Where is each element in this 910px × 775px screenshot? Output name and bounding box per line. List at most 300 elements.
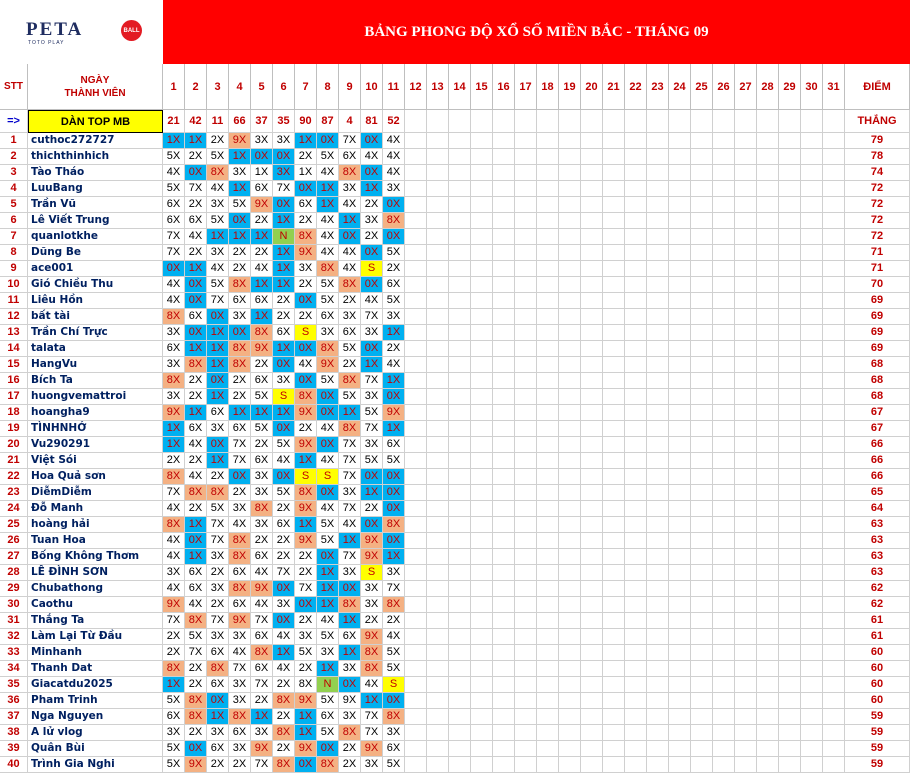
result-cell[interactable]: 2X xyxy=(163,629,185,645)
result-cell[interactable]: 4X xyxy=(361,677,383,693)
result-cell[interactable]: 2X xyxy=(185,197,207,213)
result-cell[interactable]: 2X xyxy=(185,149,207,165)
result-cell[interactable] xyxy=(801,741,823,757)
result-cell[interactable] xyxy=(581,485,603,501)
result-cell[interactable] xyxy=(471,693,493,709)
result-cell[interactable] xyxy=(779,629,801,645)
result-cell[interactable]: 4X xyxy=(163,277,185,293)
result-cell[interactable]: 2X xyxy=(295,309,317,325)
result-cell[interactable] xyxy=(603,197,625,213)
result-cell[interactable] xyxy=(779,645,801,661)
result-cell[interactable]: 1X xyxy=(273,245,295,261)
result-cell[interactable] xyxy=(735,437,757,453)
result-cell[interactable]: 1X xyxy=(295,517,317,533)
result-cell[interactable] xyxy=(735,373,757,389)
result-cell[interactable] xyxy=(691,213,713,229)
result-cell[interactable] xyxy=(559,725,581,741)
result-cell[interactable] xyxy=(779,421,801,437)
result-cell[interactable] xyxy=(647,469,669,485)
result-cell[interactable] xyxy=(559,133,581,149)
result-cell[interactable] xyxy=(537,245,559,261)
result-cell[interactable] xyxy=(713,693,735,709)
result-cell[interactable]: 5X xyxy=(339,389,361,405)
result-cell[interactable] xyxy=(713,645,735,661)
result-cell[interactable]: 8X xyxy=(185,693,207,709)
result-cell[interactable] xyxy=(647,485,669,501)
result-cell[interactable]: 6X xyxy=(229,597,251,613)
result-cell[interactable] xyxy=(449,613,471,629)
result-cell[interactable] xyxy=(713,309,735,325)
result-cell[interactable] xyxy=(427,533,449,549)
result-cell[interactable]: 6X xyxy=(383,437,405,453)
result-cell[interactable] xyxy=(669,549,691,565)
result-cell[interactable] xyxy=(669,405,691,421)
result-cell[interactable]: 3X xyxy=(295,261,317,277)
result-cell[interactable] xyxy=(757,581,779,597)
result-cell[interactable] xyxy=(427,181,449,197)
result-cell[interactable]: 2X xyxy=(295,661,317,677)
result-cell[interactable] xyxy=(515,373,537,389)
result-cell[interactable] xyxy=(405,421,427,437)
result-cell[interactable] xyxy=(449,309,471,325)
result-cell[interactable] xyxy=(471,757,493,773)
result-cell[interactable] xyxy=(559,437,581,453)
result-cell[interactable]: 4X xyxy=(383,165,405,181)
result-cell[interactable]: 2X xyxy=(295,277,317,293)
result-cell[interactable] xyxy=(405,757,427,773)
result-cell[interactable] xyxy=(735,517,757,533)
result-cell[interactable]: 2X xyxy=(273,677,295,693)
result-cell[interactable] xyxy=(405,405,427,421)
result-cell[interactable] xyxy=(559,341,581,357)
result-cell[interactable] xyxy=(757,421,779,437)
result-cell[interactable] xyxy=(559,629,581,645)
result-cell[interactable]: 4X xyxy=(361,149,383,165)
result-cell[interactable] xyxy=(647,389,669,405)
result-cell[interactable] xyxy=(779,293,801,309)
result-cell[interactable] xyxy=(779,149,801,165)
result-cell[interactable]: 7X xyxy=(229,661,251,677)
result-cell[interactable]: 6X xyxy=(207,645,229,661)
result-cell[interactable] xyxy=(823,421,845,437)
result-cell[interactable] xyxy=(823,517,845,533)
result-cell[interactable] xyxy=(669,245,691,261)
result-cell[interactable] xyxy=(581,309,603,325)
result-cell[interactable] xyxy=(735,165,757,181)
result-cell[interactable] xyxy=(471,469,493,485)
result-cell[interactable] xyxy=(691,325,713,341)
result-cell[interactable] xyxy=(625,389,647,405)
result-cell[interactable]: 7X xyxy=(339,133,361,149)
result-cell[interactable] xyxy=(427,725,449,741)
result-cell[interactable] xyxy=(691,677,713,693)
result-cell[interactable]: 1X xyxy=(295,133,317,149)
result-cell[interactable] xyxy=(471,149,493,165)
result-cell[interactable] xyxy=(471,181,493,197)
result-cell[interactable] xyxy=(581,741,603,757)
result-cell[interactable]: 3X xyxy=(207,421,229,437)
result-cell[interactable]: 6X xyxy=(229,725,251,741)
result-cell[interactable] xyxy=(823,485,845,501)
result-cell[interactable]: 2X xyxy=(295,549,317,565)
result-cell[interactable] xyxy=(647,405,669,421)
result-cell[interactable] xyxy=(471,709,493,725)
result-cell[interactable] xyxy=(537,453,559,469)
result-cell[interactable] xyxy=(405,613,427,629)
result-cell[interactable]: 7X xyxy=(361,725,383,741)
result-cell[interactable]: 1X xyxy=(295,725,317,741)
result-cell[interactable]: 8X xyxy=(229,709,251,725)
result-cell[interactable] xyxy=(603,389,625,405)
result-cell[interactable] xyxy=(779,309,801,325)
result-cell[interactable]: 9X xyxy=(295,533,317,549)
result-cell[interactable] xyxy=(669,661,691,677)
result-cell[interactable] xyxy=(405,357,427,373)
result-cell[interactable] xyxy=(515,149,537,165)
result-cell[interactable] xyxy=(515,629,537,645)
result-cell[interactable] xyxy=(713,405,735,421)
result-cell[interactable] xyxy=(537,533,559,549)
result-cell[interactable] xyxy=(581,357,603,373)
result-cell[interactable] xyxy=(691,437,713,453)
result-cell[interactable]: 8X xyxy=(163,517,185,533)
result-cell[interactable] xyxy=(405,597,427,613)
result-cell[interactable] xyxy=(757,677,779,693)
result-cell[interactable] xyxy=(471,501,493,517)
result-cell[interactable] xyxy=(647,421,669,437)
result-cell[interactable]: 9X xyxy=(383,405,405,421)
result-cell[interactable]: 0X xyxy=(317,741,339,757)
result-cell[interactable]: 3X xyxy=(273,133,295,149)
result-cell[interactable] xyxy=(735,325,757,341)
result-cell[interactable] xyxy=(405,277,427,293)
result-cell[interactable]: 0X xyxy=(273,149,295,165)
result-cell[interactable] xyxy=(405,549,427,565)
result-cell[interactable] xyxy=(471,405,493,421)
result-cell[interactable] xyxy=(603,341,625,357)
result-cell[interactable]: 1X xyxy=(207,325,229,341)
result-cell[interactable] xyxy=(405,453,427,469)
result-cell[interactable]: 7X xyxy=(339,549,361,565)
member-name[interactable]: Trình Gia Nghi xyxy=(28,757,163,773)
result-cell[interactable]: 8X xyxy=(295,229,317,245)
result-cell[interactable]: 8X xyxy=(339,277,361,293)
result-cell[interactable] xyxy=(515,565,537,581)
result-cell[interactable] xyxy=(713,293,735,309)
result-cell[interactable] xyxy=(669,325,691,341)
result-cell[interactable]: 0X xyxy=(163,261,185,277)
result-cell[interactable]: 3X xyxy=(383,181,405,197)
result-cell[interactable]: 2X xyxy=(361,197,383,213)
result-cell[interactable] xyxy=(537,613,559,629)
result-cell[interactable] xyxy=(471,309,493,325)
result-cell[interactable]: 4X xyxy=(185,229,207,245)
result-cell[interactable] xyxy=(581,341,603,357)
result-cell[interactable]: 7X xyxy=(339,469,361,485)
result-cell[interactable]: 0X xyxy=(185,325,207,341)
result-cell[interactable] xyxy=(471,341,493,357)
result-cell[interactable] xyxy=(603,581,625,597)
result-cell[interactable] xyxy=(801,213,823,229)
result-cell[interactable]: 0X xyxy=(383,197,405,213)
result-cell[interactable]: 4X xyxy=(185,437,207,453)
result-cell[interactable] xyxy=(515,197,537,213)
result-cell[interactable] xyxy=(647,565,669,581)
result-cell[interactable]: 1X xyxy=(207,709,229,725)
result-cell[interactable] xyxy=(471,517,493,533)
result-cell[interactable] xyxy=(537,709,559,725)
result-cell[interactable] xyxy=(647,309,669,325)
result-cell[interactable] xyxy=(581,533,603,549)
result-cell[interactable] xyxy=(449,677,471,693)
result-cell[interactable]: 6X xyxy=(229,293,251,309)
result-cell[interactable] xyxy=(559,405,581,421)
result-cell[interactable]: 5X xyxy=(207,213,229,229)
result-cell[interactable]: 8X xyxy=(251,325,273,341)
result-cell[interactable]: 2X xyxy=(339,757,361,773)
result-cell[interactable] xyxy=(735,581,757,597)
result-cell[interactable] xyxy=(537,149,559,165)
result-cell[interactable] xyxy=(779,661,801,677)
result-cell[interactable] xyxy=(405,197,427,213)
result-cell[interactable] xyxy=(405,373,427,389)
result-cell[interactable] xyxy=(713,357,735,373)
result-cell[interactable]: 5X xyxy=(273,437,295,453)
result-cell[interactable] xyxy=(581,693,603,709)
result-cell[interactable] xyxy=(515,485,537,501)
result-cell[interactable]: 1X xyxy=(229,229,251,245)
result-cell[interactable]: 7X xyxy=(361,373,383,389)
result-cell[interactable] xyxy=(449,725,471,741)
result-cell[interactable] xyxy=(669,613,691,629)
result-cell[interactable] xyxy=(713,277,735,293)
result-cell[interactable] xyxy=(493,613,515,629)
result-cell[interactable]: 1X xyxy=(317,197,339,213)
result-cell[interactable] xyxy=(559,565,581,581)
result-cell[interactable]: 8X xyxy=(339,421,361,437)
result-cell[interactable]: 7X xyxy=(273,181,295,197)
result-cell[interactable] xyxy=(603,261,625,277)
result-cell[interactable] xyxy=(823,549,845,565)
result-cell[interactable] xyxy=(537,437,559,453)
member-name[interactable]: Bích Ta xyxy=(28,373,163,389)
result-cell[interactable] xyxy=(691,517,713,533)
result-cell[interactable]: 8X xyxy=(361,661,383,677)
result-cell[interactable] xyxy=(735,693,757,709)
result-cell[interactable] xyxy=(779,741,801,757)
result-cell[interactable] xyxy=(559,261,581,277)
result-cell[interactable] xyxy=(669,149,691,165)
result-cell[interactable] xyxy=(405,133,427,149)
member-name[interactable]: Đỗ Manh xyxy=(28,501,163,517)
result-cell[interactable]: 3X xyxy=(273,165,295,181)
member-name[interactable]: Tào Tháo xyxy=(28,165,163,181)
result-cell[interactable] xyxy=(515,213,537,229)
member-name[interactable]: bất tài xyxy=(28,309,163,325)
result-cell[interactable]: 3X xyxy=(361,597,383,613)
result-cell[interactable] xyxy=(603,293,625,309)
result-cell[interactable]: 9X xyxy=(339,693,361,709)
result-cell[interactable] xyxy=(801,597,823,613)
result-cell[interactable] xyxy=(647,677,669,693)
result-cell[interactable] xyxy=(735,149,757,165)
result-cell[interactable] xyxy=(405,725,427,741)
result-cell[interactable] xyxy=(757,373,779,389)
result-cell[interactable] xyxy=(625,581,647,597)
result-cell[interactable] xyxy=(669,725,691,741)
result-cell[interactable]: 7X xyxy=(383,581,405,597)
result-cell[interactable] xyxy=(581,437,603,453)
result-cell[interactable]: 2X xyxy=(295,565,317,581)
result-cell[interactable] xyxy=(625,357,647,373)
result-cell[interactable]: 7X xyxy=(185,181,207,197)
result-cell[interactable] xyxy=(559,677,581,693)
result-cell[interactable] xyxy=(537,133,559,149)
member-name[interactable]: Hoa Quả sơn xyxy=(28,469,163,485)
result-cell[interactable] xyxy=(757,549,779,565)
result-cell[interactable] xyxy=(691,261,713,277)
result-cell[interactable] xyxy=(735,485,757,501)
result-cell[interactable] xyxy=(603,485,625,501)
result-cell[interactable] xyxy=(669,197,691,213)
result-cell[interactable] xyxy=(559,661,581,677)
result-cell[interactable] xyxy=(713,469,735,485)
result-cell[interactable] xyxy=(405,469,427,485)
result-cell[interactable]: 1X xyxy=(251,709,273,725)
result-cell[interactable] xyxy=(493,469,515,485)
result-cell[interactable]: 6X xyxy=(251,373,273,389)
result-cell[interactable] xyxy=(779,453,801,469)
result-cell[interactable]: 4X xyxy=(317,245,339,261)
result-cell[interactable]: 0X xyxy=(361,245,383,261)
result-cell[interactable] xyxy=(427,677,449,693)
result-cell[interactable] xyxy=(823,133,845,149)
result-cell[interactable]: 0X xyxy=(207,437,229,453)
result-cell[interactable] xyxy=(735,405,757,421)
result-cell[interactable] xyxy=(823,373,845,389)
result-cell[interactable] xyxy=(471,453,493,469)
result-cell[interactable] xyxy=(801,229,823,245)
result-cell[interactable]: 7X xyxy=(207,293,229,309)
result-cell[interactable] xyxy=(779,261,801,277)
result-cell[interactable]: 9X xyxy=(229,613,251,629)
result-cell[interactable] xyxy=(405,325,427,341)
result-cell[interactable] xyxy=(581,277,603,293)
result-cell[interactable] xyxy=(713,661,735,677)
result-cell[interactable]: 0X xyxy=(185,293,207,309)
result-cell[interactable] xyxy=(647,197,669,213)
result-cell[interactable]: 8X xyxy=(339,165,361,181)
result-cell[interactable]: 0X xyxy=(295,757,317,773)
result-cell[interactable] xyxy=(757,389,779,405)
result-cell[interactable] xyxy=(801,309,823,325)
result-cell[interactable] xyxy=(713,181,735,197)
result-cell[interactable]: 5X xyxy=(317,629,339,645)
result-cell[interactable] xyxy=(515,453,537,469)
result-cell[interactable] xyxy=(427,373,449,389)
result-cell[interactable]: 2X xyxy=(251,357,273,373)
result-cell[interactable] xyxy=(647,661,669,677)
result-cell[interactable] xyxy=(647,261,669,277)
result-cell[interactable] xyxy=(427,229,449,245)
result-cell[interactable] xyxy=(625,213,647,229)
result-cell[interactable] xyxy=(801,437,823,453)
result-cell[interactable]: 0X xyxy=(339,677,361,693)
result-cell[interactable] xyxy=(471,437,493,453)
result-cell[interactable]: 8X xyxy=(273,725,295,741)
result-cell[interactable]: 3X xyxy=(273,597,295,613)
result-cell[interactable]: 2X xyxy=(229,261,251,277)
result-cell[interactable] xyxy=(691,533,713,549)
result-cell[interactable] xyxy=(559,197,581,213)
result-cell[interactable] xyxy=(735,741,757,757)
result-cell[interactable] xyxy=(559,165,581,181)
result-cell[interactable] xyxy=(823,597,845,613)
member-name[interactable]: Làm Lại Từ Đầu xyxy=(28,629,163,645)
result-cell[interactable] xyxy=(449,757,471,773)
result-cell[interactable]: 2X xyxy=(273,309,295,325)
result-cell[interactable] xyxy=(515,501,537,517)
result-cell[interactable] xyxy=(625,421,647,437)
result-cell[interactable]: 0X xyxy=(229,325,251,341)
result-cell[interactable] xyxy=(823,309,845,325)
result-cell[interactable] xyxy=(691,133,713,149)
result-cell[interactable] xyxy=(713,373,735,389)
result-cell[interactable] xyxy=(603,741,625,757)
result-cell[interactable]: 3X xyxy=(229,309,251,325)
result-cell[interactable]: 3X xyxy=(317,645,339,661)
result-cell[interactable] xyxy=(823,565,845,581)
result-cell[interactable] xyxy=(537,277,559,293)
result-cell[interactable]: 5X xyxy=(295,645,317,661)
result-cell[interactable]: 1X xyxy=(251,309,273,325)
result-cell[interactable] xyxy=(603,645,625,661)
result-cell[interactable] xyxy=(691,629,713,645)
result-cell[interactable] xyxy=(823,741,845,757)
result-cell[interactable]: 6X xyxy=(251,293,273,309)
result-cell[interactable] xyxy=(581,613,603,629)
result-cell[interactable] xyxy=(647,373,669,389)
result-cell[interactable]: 3X xyxy=(251,485,273,501)
result-cell[interactable] xyxy=(801,725,823,741)
result-cell[interactable] xyxy=(537,181,559,197)
result-cell[interactable] xyxy=(603,597,625,613)
result-cell[interactable] xyxy=(493,437,515,453)
result-cell[interactable] xyxy=(801,389,823,405)
result-cell[interactable] xyxy=(691,597,713,613)
result-cell[interactable] xyxy=(493,133,515,149)
result-cell[interactable] xyxy=(735,501,757,517)
result-cell[interactable] xyxy=(757,485,779,501)
result-cell[interactable] xyxy=(801,565,823,581)
result-cell[interactable]: 0X xyxy=(361,517,383,533)
result-cell[interactable] xyxy=(603,549,625,565)
result-cell[interactable] xyxy=(757,165,779,181)
result-cell[interactable] xyxy=(801,165,823,181)
result-cell[interactable]: 3X xyxy=(229,741,251,757)
result-cell[interactable]: 0X xyxy=(383,693,405,709)
result-cell[interactable]: 2X xyxy=(251,533,273,549)
result-cell[interactable] xyxy=(515,341,537,357)
result-cell[interactable] xyxy=(493,149,515,165)
result-cell[interactable]: 1X xyxy=(273,341,295,357)
result-cell[interactable] xyxy=(801,261,823,277)
result-cell[interactable] xyxy=(493,677,515,693)
result-cell[interactable] xyxy=(515,581,537,597)
result-cell[interactable] xyxy=(625,181,647,197)
result-cell[interactable]: 6X xyxy=(317,309,339,325)
result-cell[interactable] xyxy=(427,277,449,293)
